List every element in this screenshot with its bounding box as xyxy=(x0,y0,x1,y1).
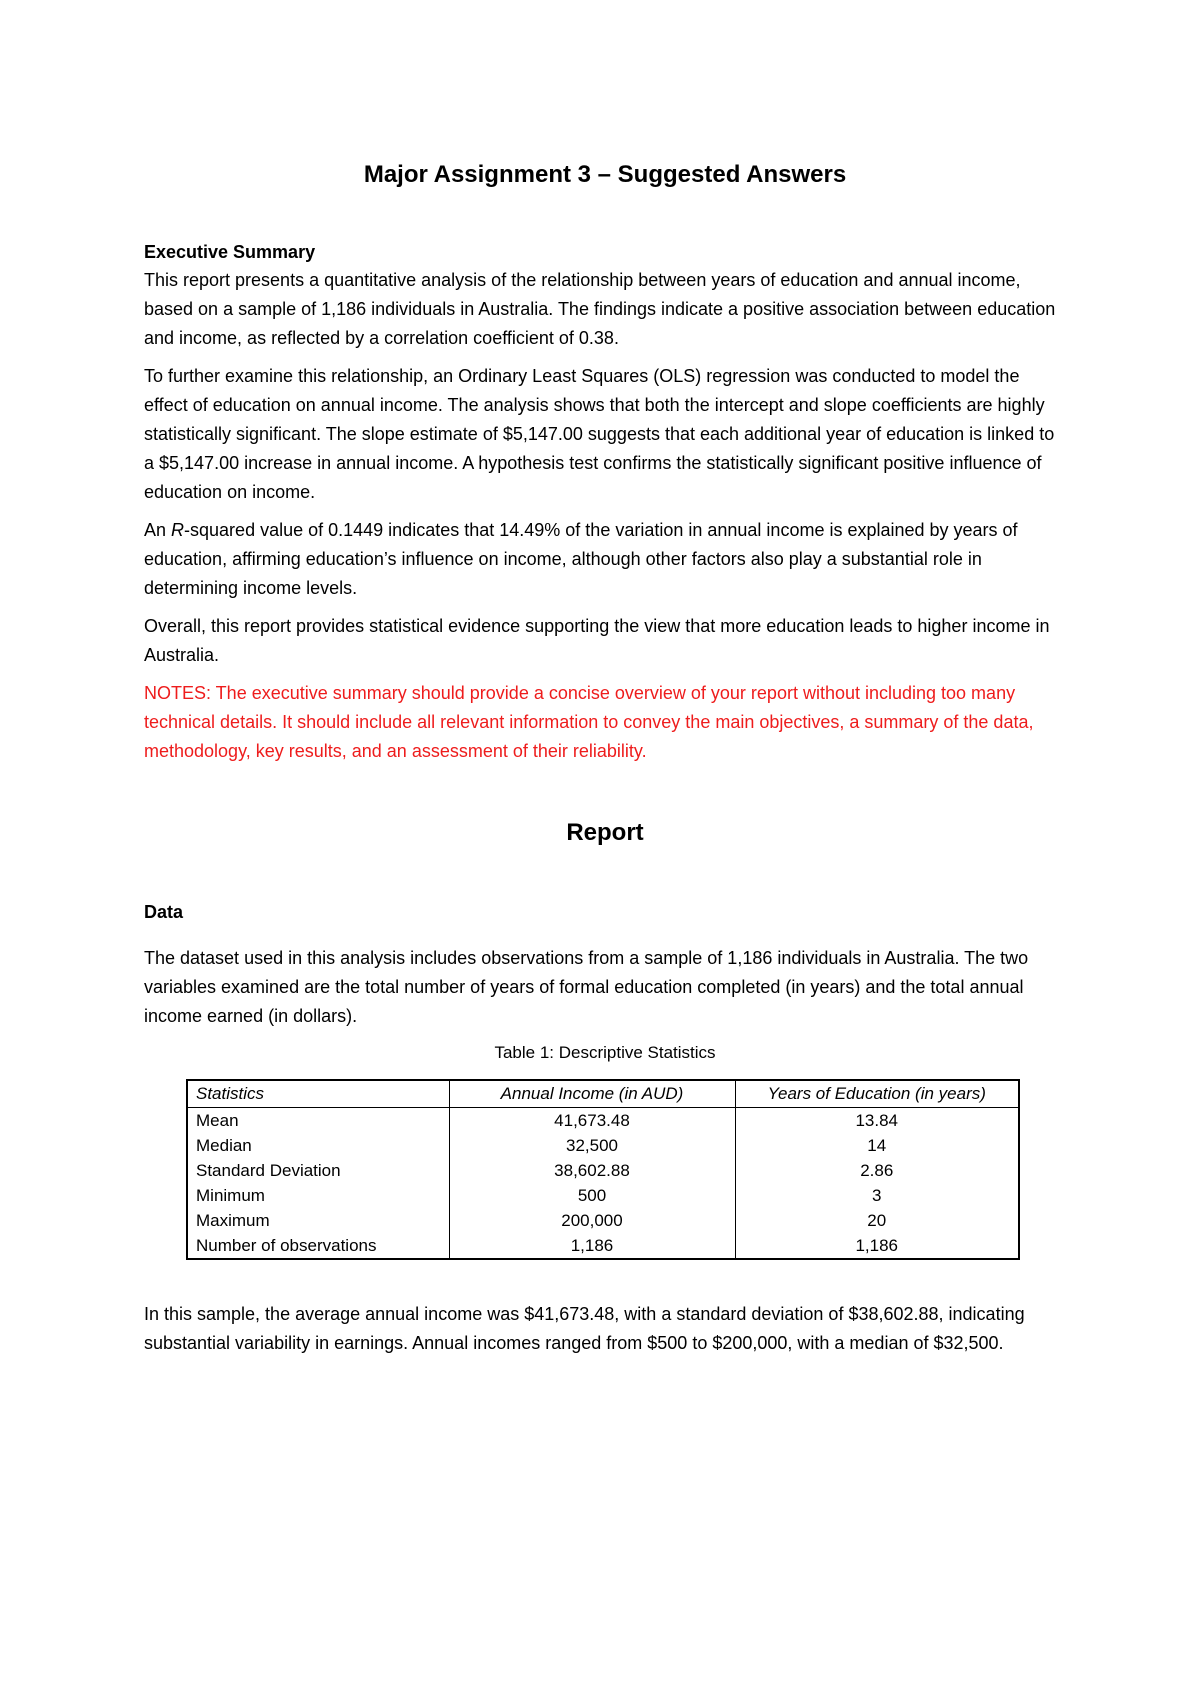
executive-summary-heading: Executive Summary xyxy=(144,242,316,262)
table-cell: 20 xyxy=(735,1208,1019,1233)
table-cell: 32,500 xyxy=(449,1133,735,1158)
table-header-cell: Statistics xyxy=(187,1080,449,1108)
page-title: Major Assignment 3 – Suggested Answers xyxy=(363,161,847,188)
table-cell: 200,000 xyxy=(449,1208,735,1233)
descriptive-statistics-table xyxy=(186,1079,1020,1260)
table-row xyxy=(187,1183,1019,1208)
table-caption: Table 1: Descriptive Statistics xyxy=(494,1043,716,1062)
report-heading: Report xyxy=(566,819,644,846)
table-cell: 2.86 xyxy=(735,1158,1019,1183)
table-cell: 1,186 xyxy=(449,1233,735,1259)
data-paragraph: The dataset used in this analysis includes observations from a sample of 1,186 individuals in Australia. The two variables examined are the total number of years of formal education completed (in years) and the total annual income earned (in dollars). xyxy=(144,948,1029,1026)
table-cell: Standard Deviation xyxy=(187,1158,449,1183)
table-cell: 1,186 xyxy=(735,1233,1019,1259)
table-header-cell: Annual Income (in AUD) xyxy=(449,1080,735,1108)
table-cell: Minimum xyxy=(187,1183,449,1208)
table-cell: 3 xyxy=(735,1183,1019,1208)
data-heading: Data xyxy=(144,902,184,922)
table-header-row xyxy=(187,1080,1019,1108)
table-cell: Maximum xyxy=(187,1208,449,1233)
r-symbol: R xyxy=(171,520,185,540)
table-header-cell: Years of Education (in years) xyxy=(735,1080,1019,1108)
r-squared-text: -squared value of 0.1449 indicates that 14.49% of the variation in annual income is explained by years of education, affirming education’s influence on income, although other factors also play a substantial role in determining income levels. xyxy=(144,520,1018,598)
summary-paragraph-4: Overall, this report provides statistical evidence supporting the view that more education leads to higher income in Australia. xyxy=(144,616,1050,665)
table-row xyxy=(187,1108,1019,1134)
r-squared-prefix: An xyxy=(144,520,172,540)
summary-paragraph-1: This report presents a quantitative analysis of the relationship between years of education and annual income, based on a sample of 1,186 individuals in Australia. The findings indicate a positive association between education and income, as reflected by a correlation coefficient of 0.38. xyxy=(144,270,1056,348)
table-row xyxy=(187,1158,1019,1183)
summary-paragraph-2: To further examine this relationship, an Ordinary Least Squares (OLS) regression was conducted to model the effect of education on annual income. The analysis shows that both the intercept and slope coefficients are highly statistically significant. The slope estimate of $5,147.00 suggests that each additional year of education is linked to a $5,147.00 increase in annual income. A hypothesis test confirms the statistically significant positive influence of education on income. xyxy=(144,366,1055,502)
table-cell: 500 xyxy=(449,1183,735,1208)
table-cell: 13.84 xyxy=(735,1108,1019,1134)
table-cell: 14 xyxy=(735,1133,1019,1158)
table-row xyxy=(187,1233,1019,1259)
table-cell: Mean xyxy=(187,1108,449,1134)
table-cell: 41,673.48 xyxy=(449,1108,735,1134)
table-cell: Median xyxy=(187,1133,449,1158)
summary-note: NOTES: The executive summary should provide a concise overview of your report without including too many technical details. It should include all relevant information to convey the main objectives, a summary of the data, methodology, key results, and an assessment of their reliability. xyxy=(144,683,1034,761)
table-cell: Number of observations xyxy=(187,1233,449,1259)
table-cell: 38,602.88 xyxy=(449,1158,735,1183)
summary-paragraph-3 xyxy=(144,516,1066,603)
table-row xyxy=(187,1208,1019,1233)
after-table-paragraph: In this sample, the average annual income was $41,673.48, with a standard deviation of $38,602.88, indicating substantial variability in earnings. Annual incomes ranged from $500 to $200,000, with a median of $32,500. xyxy=(144,1304,1025,1353)
table-row xyxy=(187,1133,1019,1158)
